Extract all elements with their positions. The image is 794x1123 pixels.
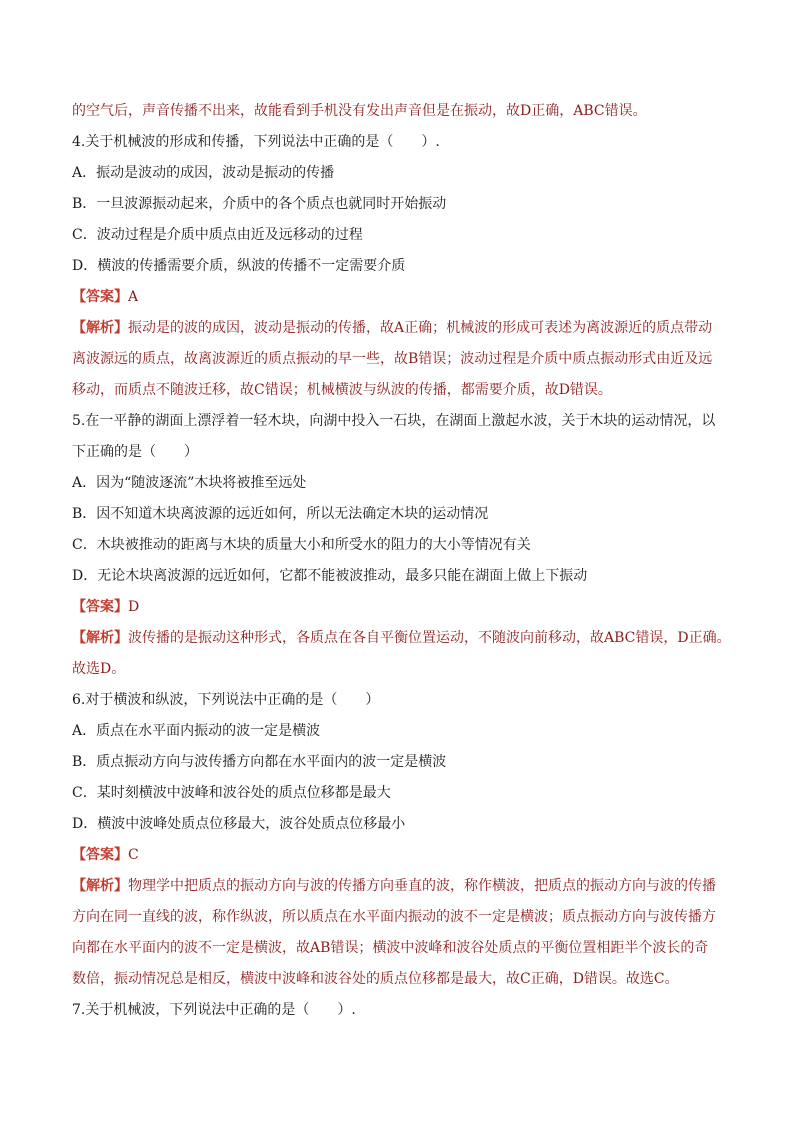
option-text: C．某时刻横波中波峰和波谷处的质点位移都是最大 — [72, 785, 391, 801]
question-text: 下正确的是（ ） — [72, 444, 198, 460]
option-text: B．一旦波源振动起来，介质中的各个质点也就同时开始振动 — [72, 196, 447, 212]
option-text: C．木块被推动的距离与木块的质量大小和所受水的阻力的大小等情况有关 — [72, 537, 531, 553]
question-text: 6.对于横波和纵波，下列说法中正确的是（ ） — [72, 692, 380, 708]
option-text: D．横波的传播需要介质，纵波的传播不一定需要介质 — [72, 258, 406, 274]
analysis-text: 物理学中把质点的振动方向与波的传播方向垂直的波，称作横波，把质点的振动方向与波的传播 — [128, 878, 716, 894]
answer-line — [72, 282, 724, 313]
analysis-tag: 【解析】 — [72, 320, 128, 336]
explanation-text: 的空气后，声音传播不出来，故能看到手机没有发出声音但是在振动，故D正确，ABC错误。 — [72, 103, 647, 119]
answer-tag: 【答案】 — [72, 599, 128, 615]
answer-value: D — [128, 599, 140, 615]
analysis-text: 振动是的波的成因，波动是振动的传播，故A正确；机械波的形成可表述为离波源近的质点带动 — [128, 320, 713, 336]
explanation-text: 离波源远的质点，故离波源近的质点振动的早一些，故B错误；波动过程是介质中质点振动形式由近及远 — [72, 351, 713, 367]
answer-tag: 【答案】 — [72, 847, 128, 863]
explanation-text: 数倍，振动情况总是相反，横波中波峰和波谷处的质点位移都是最大，故C正确，D错误。故选C。 — [72, 971, 679, 987]
answer-line — [72, 592, 724, 623]
option-text: C．波动过程是介质中质点由近及远移动的过程 — [72, 227, 363, 243]
option-text: A．质点在水平面内振动的波一定是横波 — [72, 723, 321, 739]
analysis-line — [72, 623, 731, 654]
option-text: B．因不知道木块离波源的远近如何，所以无法确定木块的运动情况 — [72, 506, 489, 522]
option-text: A．因为“随波逐流”木块将被推至远处 — [72, 475, 307, 491]
analysis-line — [72, 871, 724, 902]
answer-tag: 【答案】 — [72, 289, 128, 305]
analysis-tag: 【解析】 — [72, 878, 128, 894]
answer-line — [72, 840, 724, 871]
document-content — [72, 96, 731, 1026]
analysis-text: 波传播的是振动这种形式，各质点在各自平衡位置运动，不随波向前移动，故ABC错误，D正确。 — [128, 630, 731, 646]
option-text: D．无论木块离波源的远近如何，它都不能被波推动，最多只能在湖面上做上下振动 — [72, 568, 588, 584]
answer-value: C — [128, 847, 139, 863]
explanation-text: 方向在同一直线的波，称作纵波，所以质点在水平面内振动的波不一定是横波；质点振动方向与波传播方 — [72, 909, 716, 925]
option-text: A．振动是波动的成因，波动是振动的传播 — [72, 165, 335, 181]
question-text: 7.关于机械波，下列说法中正确的是（ ）. — [72, 1002, 356, 1018]
option-text: B．质点振动方向与波传播方向都在水平面内的波一定是横波 — [72, 754, 447, 770]
answer-value: A — [128, 289, 139, 305]
explanation-text: 向都在水平面内的波不一定是横波，故AB错误；横波中波峰和波谷处质点的平衡位置相距半个波长的奇 — [72, 940, 709, 956]
explanation-text: 故选D。 — [72, 661, 126, 677]
question-text: 4.关于机械波的形成和传播，下列说法中正确的是（ ）. — [72, 134, 440, 150]
question-text: 5.在一平静的湖面上漂浮着一轻木块，向湖中投入一石块，在湖面上激起水波，关于木块的运动情况，以 — [72, 413, 716, 429]
explanation-text: 移动，而质点不随波迁移，故C错误；机械横波与纵波的传播，都需要介质，故D错误。 — [72, 382, 612, 398]
analysis-tag: 【解析】 — [72, 630, 128, 646]
analysis-line — [72, 313, 724, 344]
option-text: D．横波中波峰处质点位移最大，波谷处质点位移最小 — [72, 816, 406, 832]
